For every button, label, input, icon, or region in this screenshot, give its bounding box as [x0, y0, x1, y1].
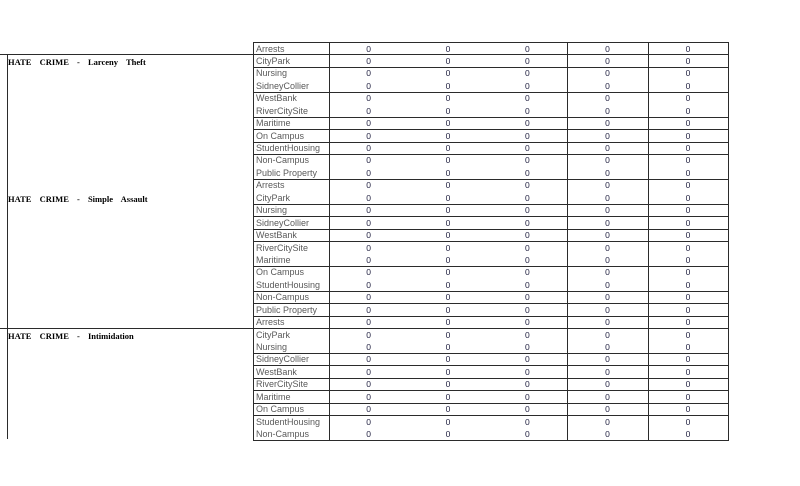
- location-cell: SidneyCollier: [256, 80, 310, 91]
- value-cell: 0: [524, 329, 530, 340]
- location-cell: StudentHousing: [256, 279, 321, 290]
- value-cell: 0: [605, 429, 610, 440]
- value-cell: 0: [366, 279, 372, 290]
- value-cell: 0: [685, 404, 691, 415]
- value-cell: 0: [605, 55, 610, 66]
- value-cell: 0: [524, 180, 530, 191]
- value-cell: 0: [685, 230, 691, 241]
- location-cell: WestBank: [256, 93, 297, 104]
- location-cell: Public Property: [256, 167, 318, 178]
- value-cell: 0: [524, 80, 530, 91]
- location-cell: Arrests: [256, 43, 285, 54]
- value-cell: 0: [605, 404, 610, 415]
- value-cell: 0: [524, 205, 530, 216]
- value-cell: 0: [524, 43, 530, 54]
- value-cell: 0: [524, 354, 530, 365]
- value-cell: 0: [685, 317, 691, 328]
- value-cell: 0: [524, 379, 530, 390]
- value-cell: 0: [366, 230, 372, 241]
- section-column-left-border: [7, 55, 8, 439]
- value-cell: 0: [366, 192, 372, 203]
- value-cell: 0: [605, 105, 610, 116]
- value-cell: 0: [605, 379, 610, 390]
- value-cell: 0: [605, 217, 610, 228]
- location-cell: On Campus: [256, 267, 305, 278]
- location-cell: Nursing: [256, 68, 288, 79]
- location-cell: Maritime: [256, 391, 291, 402]
- value-cell: 0: [366, 391, 372, 402]
- value-cell: 0: [524, 304, 530, 315]
- value-cell: 0: [524, 192, 530, 203]
- value-cell: 0: [445, 68, 451, 79]
- value-cell: 0: [445, 416, 451, 427]
- value-cell: 0: [366, 404, 372, 415]
- value-cell: 0: [685, 379, 691, 390]
- value-cell: 0: [605, 155, 610, 166]
- location-cell: StudentHousing: [256, 416, 321, 427]
- location-cell: Arrests: [256, 317, 285, 328]
- value-cell: 0: [605, 167, 610, 178]
- section-label: HATE CRIME - Intimidation: [8, 330, 134, 341]
- value-cell: 0: [366, 267, 372, 278]
- location-cell: Nursing: [256, 342, 288, 352]
- value-cell: 0: [685, 93, 691, 104]
- value-cell: 0: [685, 167, 691, 178]
- value-cell: 0: [605, 342, 610, 352]
- value-cell: 0: [445, 155, 451, 166]
- value-cell: 0: [685, 130, 691, 141]
- value-cell: 0: [524, 217, 530, 228]
- section-label: HATE CRIME - Simple Assault: [8, 193, 148, 204]
- value-cell: 0: [524, 342, 530, 352]
- value-cell: 0: [445, 354, 451, 365]
- value-cell: 0: [524, 292, 530, 303]
- location-cell: Arrests: [256, 180, 285, 191]
- location-cell: RiverCitySite: [256, 105, 309, 116]
- value-cell: 0: [524, 105, 530, 116]
- value-cell: 0: [524, 254, 530, 265]
- value-cell: 0: [445, 143, 451, 153]
- value-cell: 0: [524, 68, 530, 79]
- value-cell: 0: [605, 242, 610, 253]
- value-cell: 0: [524, 93, 530, 104]
- location-cell: WestBank: [256, 230, 297, 241]
- location-cell: CityPark: [256, 55, 291, 66]
- value-cell: 0: [445, 217, 451, 228]
- value-cell: 0: [366, 167, 372, 178]
- value-cell: 0: [445, 192, 451, 203]
- location-cell: Non-Campus: [256, 155, 310, 166]
- location-cell: WestBank: [256, 366, 297, 377]
- value-cell: 0: [685, 329, 691, 340]
- location-cell: Public Property: [256, 304, 318, 315]
- value-cell: 0: [366, 429, 372, 440]
- value-cell: 0: [366, 366, 372, 377]
- value-cell: 0: [366, 342, 372, 352]
- value-cell: 0: [685, 180, 691, 191]
- value-cell: 0: [445, 80, 451, 91]
- location-cell: StudentHousing: [256, 143, 321, 153]
- location-cell: SidneyCollier: [256, 217, 310, 228]
- value-cell: 0: [366, 329, 372, 340]
- value-cell: 0: [685, 416, 691, 427]
- value-cell: 0: [366, 105, 372, 116]
- value-cell: 0: [685, 391, 691, 402]
- value-cell: 0: [445, 254, 451, 265]
- value-cell: 0: [605, 354, 610, 365]
- value-cell: 0: [524, 391, 530, 402]
- value-cell: 0: [605, 329, 610, 340]
- value-cell: 0: [685, 80, 691, 91]
- value-cell: 0: [685, 205, 691, 216]
- value-cell: 0: [445, 366, 451, 377]
- value-cell: 0: [524, 130, 530, 141]
- value-cell: 0: [685, 68, 691, 79]
- value-cell: 0: [366, 217, 372, 228]
- value-cell: 0: [445, 429, 451, 440]
- value-cell: 0: [445, 43, 451, 54]
- value-cell: 0: [524, 230, 530, 241]
- value-cell: 0: [524, 404, 530, 415]
- value-cell: 0: [605, 180, 610, 191]
- section-label: HATE CRIME - Larceny Theft: [8, 56, 146, 67]
- value-cell: 0: [605, 366, 610, 377]
- value-cell: 0: [685, 366, 691, 377]
- value-cell: 0: [445, 205, 451, 216]
- section-top-border: [0, 54, 253, 55]
- value-cell: 0: [445, 342, 451, 352]
- value-cell: 0: [685, 143, 691, 153]
- value-cell: 0: [366, 354, 372, 365]
- value-cell: 0: [366, 68, 372, 79]
- value-cell: 0: [685, 429, 691, 440]
- value-cell: 0: [445, 230, 451, 241]
- value-cell: 0: [605, 43, 610, 54]
- location-cell: Non-Campus: [256, 429, 310, 440]
- value-cell: 0: [366, 416, 372, 427]
- value-cell: 0: [685, 267, 691, 278]
- value-cell: 0: [445, 379, 451, 390]
- value-cell: 0: [366, 304, 372, 315]
- value-cell: 0: [524, 429, 530, 440]
- value-cell: 0: [445, 279, 451, 290]
- value-cell: 0: [445, 329, 451, 340]
- location-cell: On Campus: [256, 404, 305, 415]
- table-bottom-border: [253, 440, 729, 441]
- value-cell: 0: [524, 55, 530, 66]
- value-cell: 0: [366, 143, 372, 153]
- value-cell: 0: [524, 167, 530, 178]
- value-cell: 0: [445, 267, 451, 278]
- value-cell: 0: [366, 317, 372, 328]
- value-cell: 0: [366, 379, 372, 390]
- value-cell: 0: [605, 391, 610, 402]
- value-cell: 0: [524, 118, 530, 129]
- location-cell: RiverCitySite: [256, 379, 309, 390]
- value-cell: 0: [445, 130, 451, 141]
- value-cell: 0: [524, 242, 530, 253]
- value-cell: 0: [445, 55, 451, 66]
- value-cell: 0: [605, 317, 610, 328]
- value-cell: 0: [524, 317, 530, 328]
- value-cell: 0: [605, 192, 610, 203]
- value-cell: 0: [685, 292, 691, 303]
- value-cell: 0: [445, 93, 451, 104]
- value-cell: 0: [685, 342, 691, 352]
- location-cell: Non-Campus: [256, 292, 310, 303]
- value-cell: 0: [605, 130, 610, 141]
- value-cell: 0: [605, 292, 610, 303]
- value-cell: 0: [366, 155, 372, 166]
- value-cell: 0: [605, 93, 610, 104]
- value-cell: 0: [366, 242, 372, 253]
- value-cell: 0: [605, 254, 610, 265]
- value-cell: 0: [445, 404, 451, 415]
- value-cell: 0: [366, 118, 372, 129]
- value-cell: 0: [445, 105, 451, 116]
- value-cell: 0: [605, 230, 610, 241]
- value-cell: 0: [605, 118, 610, 129]
- value-cell: 0: [605, 416, 610, 427]
- value-cell: 0: [685, 192, 691, 203]
- value-cell: 0: [605, 205, 610, 216]
- value-cell: 0: [685, 105, 691, 116]
- value-cell: 0: [445, 167, 451, 178]
- location-cell: Maritime: [256, 118, 291, 129]
- value-cell: 0: [685, 354, 691, 365]
- value-cell: 0: [366, 292, 372, 303]
- value-cell: 0: [445, 391, 451, 402]
- value-cell: 0: [605, 68, 610, 79]
- value-cell: 0: [605, 80, 610, 91]
- value-cell: 0: [366, 130, 372, 141]
- value-cell: 0: [605, 267, 610, 278]
- location-cell: Nursing: [256, 205, 288, 216]
- value-cell: 0: [366, 80, 372, 91]
- location-cell: CityPark: [256, 192, 291, 203]
- value-cell: 0: [524, 279, 530, 290]
- value-cell: 0: [685, 43, 691, 54]
- value-cell: 0: [685, 217, 691, 228]
- value-cell: 0: [685, 242, 691, 253]
- location-cell: RiverCitySite: [256, 242, 309, 253]
- value-cell: 0: [445, 242, 451, 253]
- value-cell: 0: [685, 55, 691, 66]
- value-cell: 0: [685, 279, 691, 290]
- value-cell: 0: [685, 118, 691, 129]
- value-cell: 0: [524, 416, 530, 427]
- value-cell: 0: [685, 155, 691, 166]
- value-cell: 0: [366, 43, 372, 54]
- value-cell: 0: [605, 143, 610, 153]
- value-cell: 0: [685, 304, 691, 315]
- location-cell: CityPark: [256, 329, 291, 340]
- value-cell: 0: [445, 317, 451, 328]
- value-cell: 0: [524, 267, 530, 278]
- value-cell: 0: [445, 180, 451, 191]
- location-cell: On Campus: [256, 130, 305, 141]
- value-cell: 0: [445, 292, 451, 303]
- value-cell: 0: [605, 304, 610, 315]
- value-cell: 0: [366, 180, 372, 191]
- value-cell: 0: [366, 55, 372, 66]
- location-cell: Maritime: [256, 254, 291, 265]
- value-cell: 0: [524, 366, 530, 377]
- value-cell: 0: [366, 205, 372, 216]
- value-cell: 0: [605, 279, 610, 290]
- value-cell: 0: [685, 254, 691, 265]
- value-cell: 0: [445, 118, 451, 129]
- value-cell: 0: [366, 254, 372, 265]
- location-cell: SidneyCollier: [256, 354, 310, 365]
- value-cell: 0: [445, 304, 451, 315]
- value-cell: 0: [524, 155, 530, 166]
- value-cell: 0: [524, 143, 530, 153]
- value-cell: 0: [366, 93, 372, 104]
